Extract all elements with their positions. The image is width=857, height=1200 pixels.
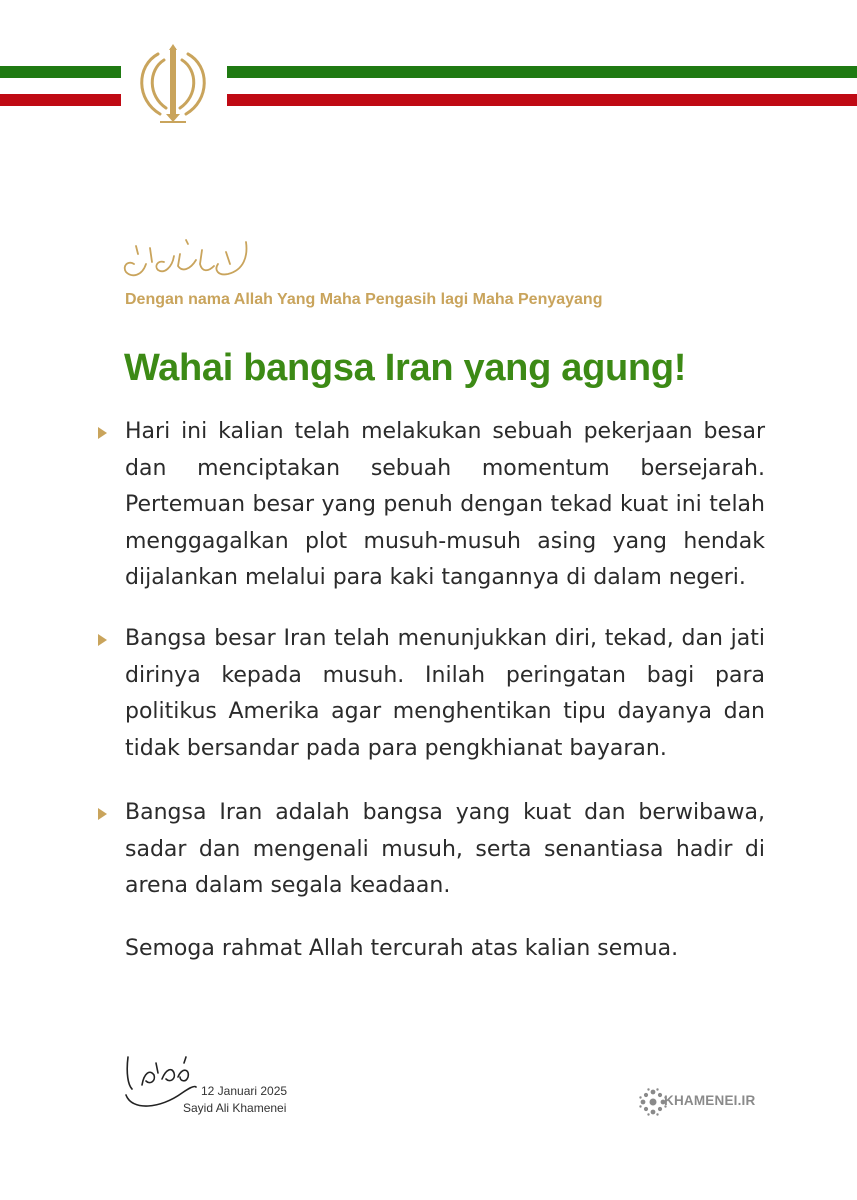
flag-stripe-green-left (0, 66, 121, 78)
page-title: Wahai bangsa Iran yang agung! (124, 347, 687, 389)
bullet-triangle-icon (98, 808, 107, 820)
flag-stripe-red-left (0, 94, 121, 106)
bullet-triangle-icon (98, 427, 107, 439)
message-paragraph (125, 795, 765, 905)
paragraph-text: Hari ini kalian telah melakukan sebuah pekerjaan besar dan menciptakan sebuah momentum bersejarah. Pertemuan besar yang penuh dengan tekad kuat ini telah menggagalkan plot musuh-musuh asing yang hendak dijalankan melalui para kaki tangannya di dalam negeri. (125, 419, 765, 590)
message-date: 12 Januari 2025 (201, 1084, 288, 1098)
paragraph-text: Bangsa besar Iran telah menunjukkan diri, tekad, dan jati dirinya kepada musuh. Inilah peringatan bagi para politikus Amerika agar menghentikan tipu dayanya dan tidak bersandar pada para pengkhianat bayaran. (125, 626, 765, 761)
bismillah-translation: Dengan nama Allah Yang Maha Pengasih lagi Maha Penyayang (125, 291, 603, 308)
message-paragraph (125, 414, 765, 597)
flag-stripe-red-right (227, 94, 857, 106)
bismillah-calligraphy (118, 236, 258, 284)
iran-emblem-icon (130, 40, 216, 126)
author-name: Sayid Ali Khamenei (183, 1101, 287, 1115)
bullet-triangle-icon (98, 634, 107, 646)
site-name-link[interactable]: KHAMENEI.IR (664, 1093, 756, 1108)
paragraph-text: Bangsa Iran adalah bangsa yang kuat dan berwibawa, sadar dan mengenali musuh, serta senantiasa hadir di arena dalam segala keadaan. (125, 800, 765, 898)
flag-stripe-green-right (227, 66, 857, 78)
message-paragraph (125, 621, 765, 767)
closing-line: Semoga rahmat Allah tercurah atas kalian semua. (125, 936, 679, 961)
